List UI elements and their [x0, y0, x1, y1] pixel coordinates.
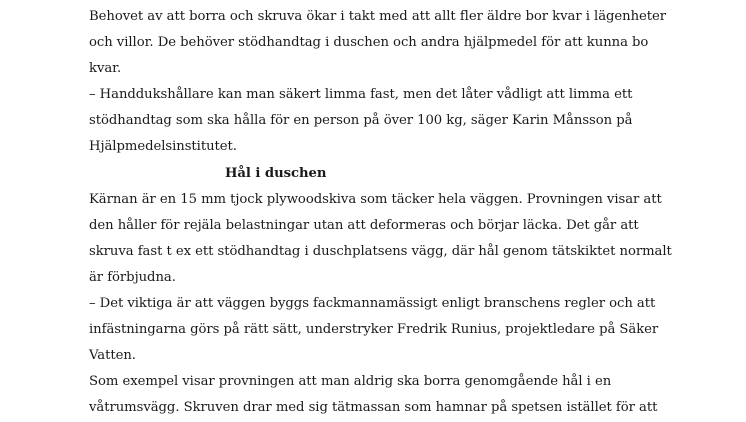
text-line: kvar.	[89, 61, 122, 77]
paragraph	[89, 187, 672, 291]
paragraph	[89, 369, 669, 421]
section-heading: Hål i duschen	[225, 165, 327, 181]
paragraph	[89, 82, 669, 160]
text-line: stödhandtag som ska hålla för en person på över 100 kg, säger Karin Månsson på	[89, 113, 633, 129]
document-page	[89, 4, 672, 422]
text-line: Kärnan är en 15 mm tjock plywoodskiva som täcker hela väggen. Provningen visar att	[89, 191, 662, 207]
text-line: är förbjudna.	[89, 269, 176, 285]
text-line: våtrumsvägg. Skruven drar med sig tätmassan som hamnar på spetsen istället för att	[89, 400, 658, 416]
text-line: och villor. De behöver stödhandtag i duschen och andra hjälpmedel för att kunna bo	[89, 35, 649, 51]
text-line: Behovet av att borra och skruva ökar i takt med att allt fler äldre bor kvar i lägenheter	[89, 9, 667, 24]
paragraph	[89, 4, 669, 82]
text-line: den håller för rejäla belastningar utan att deformeras och börjar läcka. Det går att	[89, 217, 639, 233]
text-line: – Det viktiga är att väggen byggs fackmannamässigt enligt branschens regler och att	[89, 296, 656, 312]
text-line: skruva fast t ex ett stödhandtag i duschplatsens vägg, där hål genom tätskiktet normalt	[89, 243, 672, 259]
text-line: Vatten.	[89, 348, 136, 364]
text-line: infästningarna görs på rätt sätt, understryker Fredrik Runius, projektledare på Säker	[89, 322, 659, 338]
text-line: Som exempel visar provningen att man aldrig ska borra genomgående hål i en	[89, 374, 612, 390]
text-line: Hjälpmedelsinstitutet.	[89, 139, 237, 155]
text-line: – Handdukshållare kan man säkert limma fast, men det låter vådligt att limma ett	[89, 87, 633, 103]
paragraph	[89, 291, 669, 369]
